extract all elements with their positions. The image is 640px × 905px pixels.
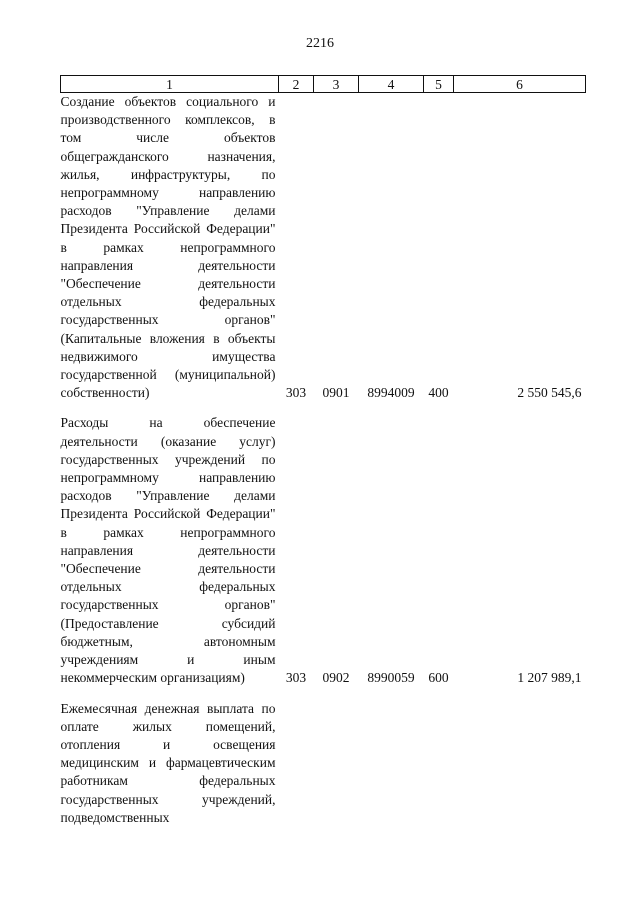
- row-section-code: 0901: [322, 385, 350, 401]
- header-col-1: 1: [61, 76, 279, 93]
- header-col-4: 4: [359, 76, 424, 93]
- header-col-5: 5: [424, 76, 454, 93]
- row-amount: 2 550 545,6: [517, 385, 582, 401]
- row-expense-type: 400: [428, 385, 449, 401]
- row-expense-type: 600: [428, 670, 449, 686]
- table-row: [61, 93, 586, 403]
- row-amount: 1 207 989,1: [517, 670, 582, 686]
- header-col-2: 2: [279, 76, 314, 93]
- header-row: [61, 76, 586, 93]
- header-col-3: 3: [314, 76, 359, 93]
- row-name: Ежемесячная денежная выплата по оплате жилых помещений, отопления и освещения медицинским и фармацевтическим работникам федеральных государственных учреждений, подведомственных: [60, 700, 276, 825]
- row-section-code: 0902: [322, 670, 350, 686]
- row-name: Создание объектов социального и производственного комплексов, в том числе объектов общегражданского назначения, жилья, инфраструктуры, по непрограммному направлению расходов "Управление делами Президента Российской Федерации" в рамках непрограммного направления деятельности "Обеспечение деятельности отдельных федеральных государственных органов" (Капитальные вложения в объекты недвижимого имущества государственной (муниципальной) собственности): [60, 94, 276, 401]
- row-name: Расходы на обеспечение деятельности (оказание услуг) государственных учреждений по непрограммному направлению расходов "Управление делами Президента Российской Федерации" в рамках непрограммного направления деятельности "Обеспечение деятельности отдельных федеральных государственных органов" (Предоставление субсидий бюджетным, автономным учреждениям и иным некоммерческим организациям): [60, 415, 276, 686]
- table-row: [61, 700, 586, 827]
- budget-table: [60, 75, 586, 827]
- row-target-code: 8990059: [367, 670, 415, 686]
- row-ministry-code: 303: [285, 670, 307, 686]
- row-target-code: 8994009: [367, 385, 415, 401]
- page-number: 2216: [306, 36, 334, 51]
- header-col-6: 6: [454, 76, 586, 93]
- row-ministry-code: 303: [285, 385, 307, 401]
- table-row: [61, 414, 586, 687]
